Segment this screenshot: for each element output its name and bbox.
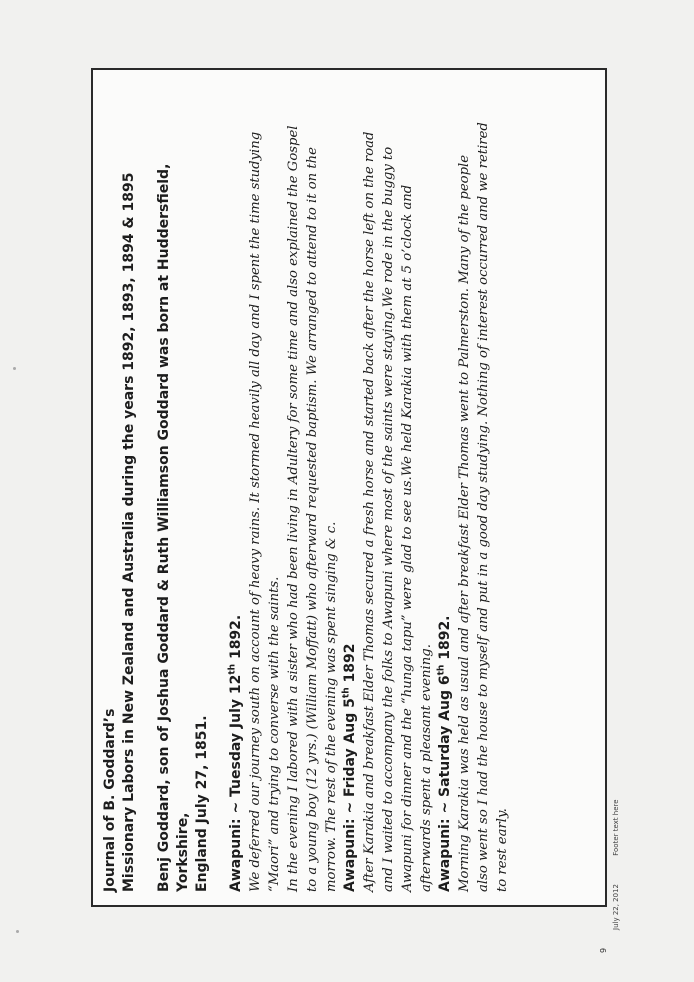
entry-title: Awapuni: ~ Tuesday July 12th 1892.: [227, 614, 244, 892]
entry-title: Awapuni: ~ Friday Aug 5th 1892: [341, 643, 358, 892]
entry-line: In the evening I labored with a sister who had been living in Adultery for some time and also explained the Gospel: [286, 125, 301, 892]
birth-line-2: England July 27, 1851.: [194, 715, 210, 892]
entry-line: morrow. The rest of the evening was spent singing & c.: [324, 521, 339, 892]
entry-line: to a young boy (12 yrs.) (William Moffatt) who afterward requested baptism. We arranged to attend to it on the: [305, 147, 320, 892]
page-footer: [612, 799, 620, 930]
entry-line: Awapuni for dinner and the “hunga tapu” were glad to see us.We held Karakia with them at 5 o’clock and: [400, 184, 415, 892]
birth-line-1: Benj Goddard, son of Joshua Goddard & Ruth Williamson Goddard was born at Huddersfield, Yorkshire,: [156, 163, 191, 892]
journal-subtitle: Missionary Labors in New Zealand and Australia during the years 1892, 1893, 1894 & 1895: [121, 172, 137, 892]
journal-content: [97, 72, 597, 900]
entry-line: We deferred our journey south on account of heavy rains. It stormed heavily all day and I spent the time studying: [248, 131, 263, 892]
entry-line: also went so I had the house to myself and put in a good day studying. Nothing of interest occurred and we retired: [476, 122, 491, 892]
footer-date: July 22, 2012: [612, 884, 620, 930]
entry-line: Morning Karakia was held as usual and after breakfast Elder Thomas went to Palmerston. Many of the people: [457, 154, 472, 892]
scan-speck: [16, 930, 19, 933]
entry-line: After Karakia and breakfast Elder Thomas secured a fresh horse and started back after the horse left on the road: [362, 131, 377, 892]
entry-line: “Maori” and trying to converse with the saints.: [267, 576, 282, 892]
entry-line: to rest early.: [495, 808, 510, 892]
entry-line: afterwards spent a pleasant evening.: [419, 644, 434, 892]
entry-line: and I waited to accompany the folks to Awapuni where most of the saints were staying.We rode in the buggy to: [381, 146, 396, 892]
journal-title: Journal of B. Goddard’s: [102, 708, 118, 892]
footer-text: Footer text here: [612, 799, 620, 856]
page-number: 9: [599, 947, 609, 954]
scan-speck: [13, 367, 16, 370]
entry-title: Awapuni: ~ Saturday Aug 6th 1892.: [436, 615, 453, 892]
